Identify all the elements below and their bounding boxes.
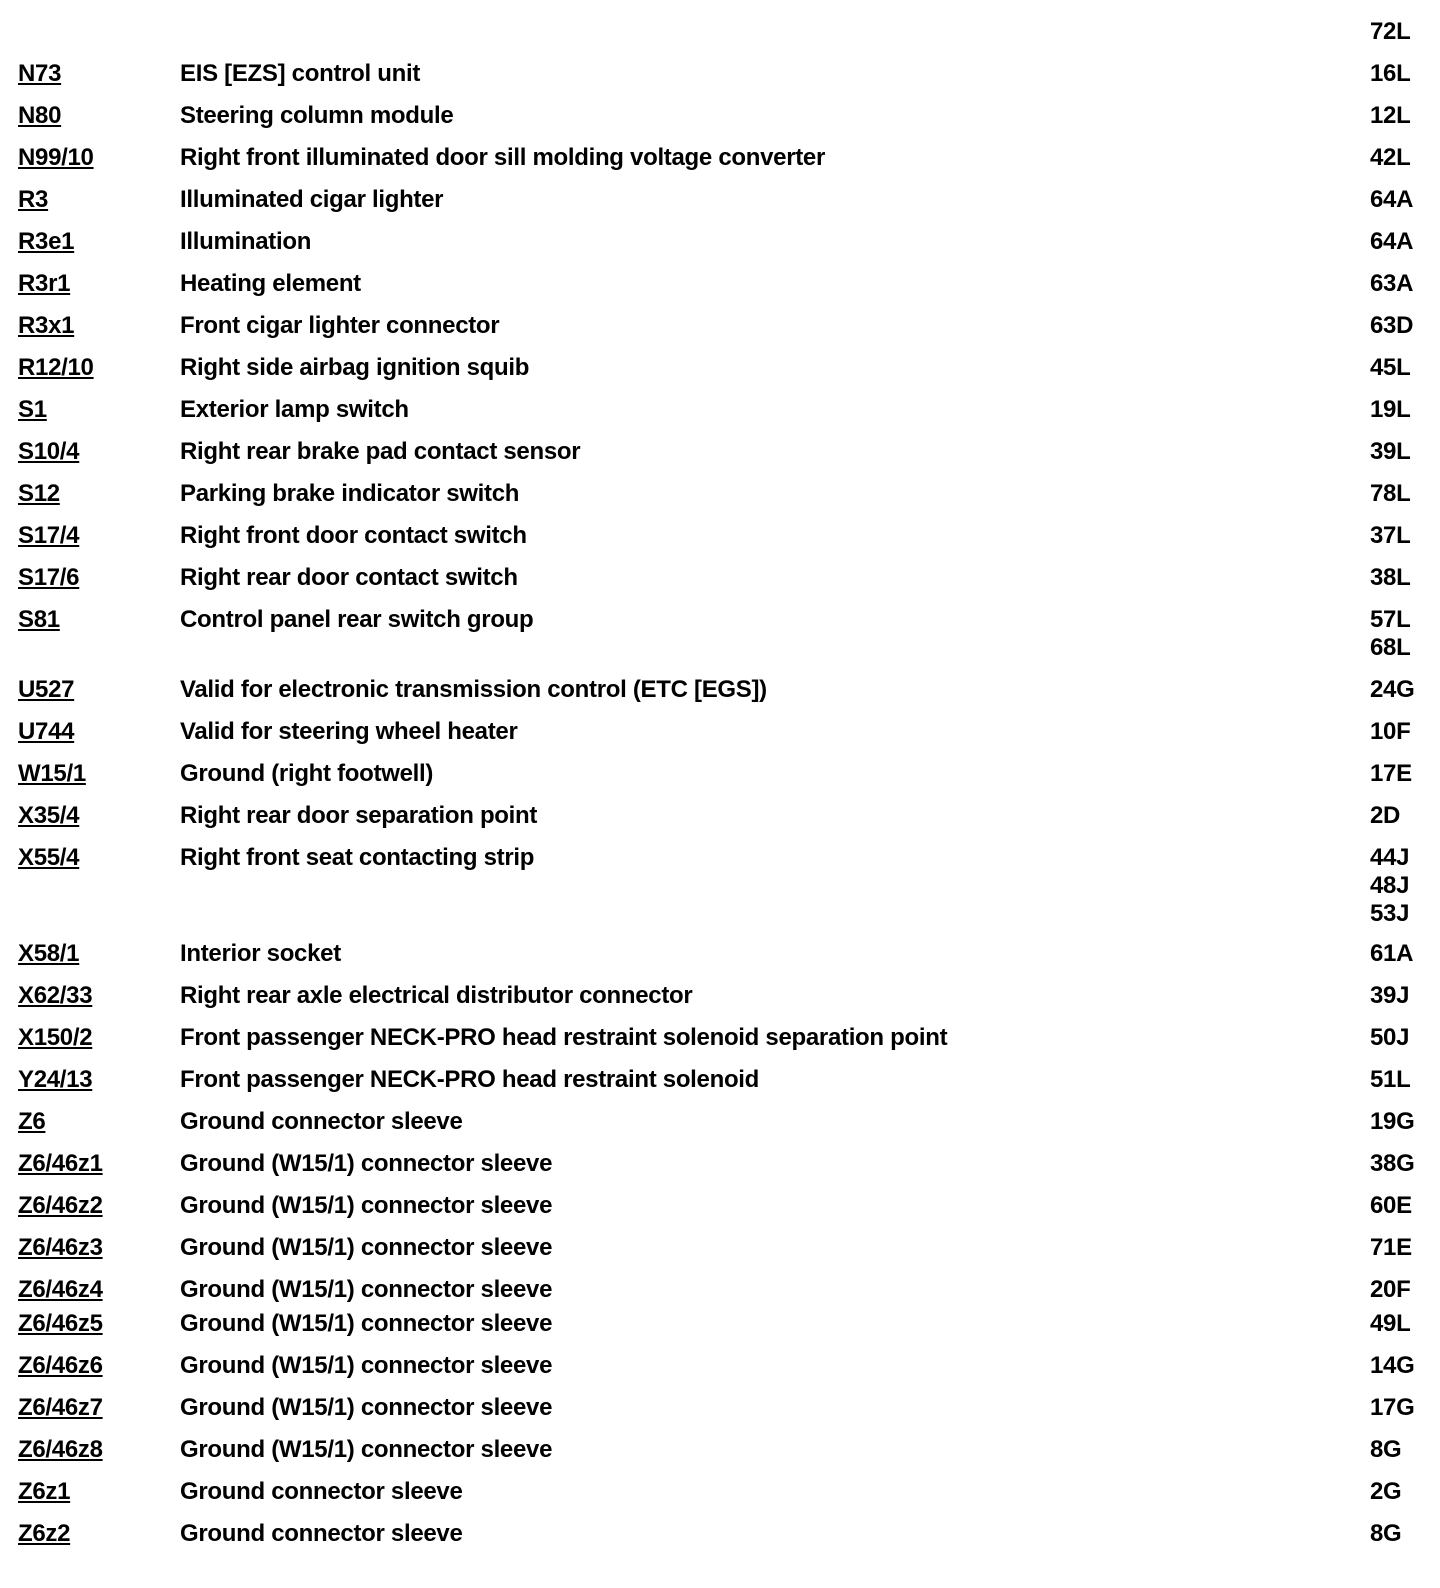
- component-code-link[interactable]: U744: [18, 718, 75, 745]
- grid-reference: 10F: [1370, 718, 1411, 745]
- component-code-link[interactable]: Z6/46z5: [18, 1310, 103, 1337]
- grid-reference: 16L: [1370, 60, 1411, 87]
- grid-reference: 78L: [1370, 480, 1411, 507]
- component-code-link[interactable]: Z6/46z2: [18, 1192, 103, 1219]
- grid-reference-list: [1370, 940, 1413, 968]
- component-description: Front cigar lighter connector: [180, 312, 500, 339]
- grid-reference-list: [1370, 1234, 1412, 1262]
- grid-reference-list: [1370, 186, 1413, 214]
- component-description: Right rear door contact switch: [180, 564, 518, 591]
- component-description: Right front seat contacting strip: [180, 844, 535, 871]
- grid-reference-list: [1370, 844, 1409, 928]
- grid-reference: 49L: [1370, 1310, 1411, 1337]
- grid-reference-list: [1370, 480, 1410, 508]
- component-description: Heating element: [180, 270, 361, 297]
- grid-reference-list: [1370, 982, 1409, 1010]
- grid-reference-list: [1370, 144, 1410, 172]
- grid-reference: 64A: [1370, 228, 1414, 255]
- grid-reference-list: [1370, 1520, 1401, 1548]
- grid-reference: 37L: [1370, 522, 1411, 549]
- component-description: Illumination: [180, 228, 312, 255]
- component-description: Ground (W15/1) connector sleeve: [180, 1352, 553, 1379]
- grid-reference: 51L: [1370, 1066, 1411, 1093]
- component-code-link[interactable]: R3x1: [18, 312, 75, 339]
- grid-reference: 68L: [1370, 634, 1411, 661]
- component-code-link[interactable]: X55/4: [18, 844, 80, 871]
- grid-reference-list: [1370, 1310, 1410, 1338]
- grid-reference: 17G: [1370, 1394, 1415, 1421]
- component-description: Valid for electronic transmission control (ETC [EGS]): [180, 676, 767, 703]
- component-description: Parking brake indicator switch: [180, 480, 520, 507]
- grid-reference: 8G: [1370, 1436, 1402, 1463]
- component-code-link[interactable]: U527: [18, 676, 75, 703]
- grid-reference: 2G: [1370, 1478, 1402, 1505]
- component-description: Ground (W15/1) connector sleeve: [180, 1310, 553, 1337]
- grid-reference-list: [1370, 1478, 1401, 1506]
- grid-reference-list: [1370, 18, 1410, 46]
- component-description: Ground (right footwell): [180, 760, 434, 787]
- component-code-link[interactable]: R3e1: [18, 228, 75, 255]
- grid-reference-list: [1370, 60, 1410, 88]
- grid-reference: 14G: [1370, 1352, 1415, 1379]
- component-description: Right front door contact switch: [180, 522, 527, 549]
- component-code-link[interactable]: X62/33: [18, 982, 93, 1009]
- grid-reference-list: [1370, 354, 1410, 382]
- component-description: Ground connector sleeve: [180, 1478, 463, 1505]
- component-code-link[interactable]: S10/4: [18, 438, 80, 465]
- grid-reference-list: [1370, 1436, 1401, 1464]
- grid-reference: 48J: [1370, 872, 1410, 899]
- grid-reference: 57L: [1370, 606, 1411, 633]
- component-code-link[interactable]: Z6/46z1: [18, 1150, 103, 1177]
- grid-reference-list: [1370, 564, 1410, 592]
- grid-reference: 17E: [1370, 760, 1412, 787]
- grid-reference-list: [1370, 1024, 1409, 1052]
- grid-reference: 61A: [1370, 940, 1414, 967]
- component-code-link[interactable]: R3r1: [18, 270, 71, 297]
- grid-reference: 63D: [1370, 312, 1414, 339]
- grid-reference: 19G: [1370, 1108, 1415, 1135]
- component-code-link[interactable]: X150/2: [18, 1024, 93, 1051]
- grid-reference-list: [1370, 102, 1410, 130]
- grid-reference: 38L: [1370, 564, 1411, 591]
- component-description: Steering column module: [180, 102, 454, 129]
- grid-reference: 53J: [1370, 900, 1410, 927]
- component-description: Right rear door separation point: [180, 802, 538, 829]
- component-description: Right rear axle electrical distributor connector: [180, 982, 693, 1009]
- component-description: Right front illuminated door sill molding voltage converter: [180, 144, 826, 171]
- component-code-link[interactable]: S81: [18, 606, 60, 633]
- component-code-link[interactable]: Z6/46z8: [18, 1436, 103, 1463]
- component-code-link[interactable]: Z6/46z6: [18, 1352, 103, 1379]
- component-code-link[interactable]: R3: [18, 186, 49, 213]
- component-description: Right rear brake pad contact sensor: [180, 438, 581, 465]
- grid-reference-list: [1370, 802, 1400, 830]
- grid-reference-list: [1370, 1394, 1414, 1422]
- grid-reference-list: [1370, 438, 1410, 466]
- component-code-link[interactable]: Z6z2: [18, 1520, 71, 1547]
- grid-reference: 63A: [1370, 270, 1414, 297]
- grid-reference-list: [1370, 760, 1412, 788]
- component-code-link[interactable]: S17/4: [18, 522, 80, 549]
- component-description: Illuminated cigar lighter: [180, 186, 444, 213]
- grid-reference: 39L: [1370, 438, 1411, 465]
- grid-reference-list: [1370, 676, 1414, 704]
- component-description: Front passenger NECK-PRO head restraint solenoid separation point: [180, 1024, 948, 1051]
- grid-reference: 38G: [1370, 1150, 1415, 1177]
- component-code-link[interactable]: Z6/46z3: [18, 1234, 103, 1261]
- grid-reference: 64A: [1370, 186, 1414, 213]
- component-code-link[interactable]: N99/10: [18, 144, 94, 171]
- component-code-link[interactable]: Z6/46z7: [18, 1394, 103, 1421]
- component-description: Exterior lamp switch: [180, 396, 409, 423]
- component-description: Ground (W15/1) connector sleeve: [180, 1276, 553, 1303]
- component-description: Ground (W15/1) connector sleeve: [180, 1436, 553, 1463]
- component-description: Control panel rear switch group: [180, 606, 534, 633]
- component-description: Valid for steering wheel heater: [180, 718, 518, 745]
- grid-reference-list: [1370, 1108, 1414, 1136]
- grid-reference: 72L: [1370, 18, 1411, 45]
- grid-reference-list: [1370, 1352, 1414, 1380]
- component-code-link[interactable]: X35/4: [18, 802, 80, 829]
- grid-reference-list: [1370, 606, 1410, 662]
- component-code-link[interactable]: S1: [18, 396, 47, 423]
- grid-reference-list: [1370, 396, 1410, 424]
- component-description: Front passenger NECK-PRO head restraint solenoid: [180, 1066, 760, 1093]
- component-description: Ground (W15/1) connector sleeve: [180, 1394, 553, 1421]
- grid-reference: 45L: [1370, 354, 1411, 381]
- grid-reference: 50J: [1370, 1024, 1410, 1051]
- grid-reference: 42L: [1370, 144, 1411, 171]
- component-description: Ground connector sleeve: [180, 1520, 463, 1547]
- grid-reference: 44J: [1370, 844, 1410, 871]
- component-description: Ground (W15/1) connector sleeve: [180, 1234, 553, 1261]
- component-description: Right side airbag ignition squib: [180, 354, 530, 381]
- component-code-link[interactable]: Z6/46z4: [18, 1276, 103, 1303]
- grid-reference: 24G: [1370, 676, 1415, 703]
- grid-reference-list: [1370, 228, 1413, 256]
- grid-reference-list: [1370, 312, 1413, 340]
- component-code-link[interactable]: N73: [18, 60, 62, 87]
- grid-reference: 8G: [1370, 1520, 1402, 1547]
- component-description: Ground (W15/1) connector sleeve: [180, 1150, 553, 1177]
- component-code-link[interactable]: X58/1: [18, 940, 80, 967]
- grid-reference-list: [1370, 1276, 1410, 1304]
- grid-reference: 20F: [1370, 1276, 1411, 1303]
- component-description: Ground (W15/1) connector sleeve: [180, 1192, 553, 1219]
- grid-reference-list: [1370, 270, 1413, 298]
- component-code-link[interactable]: Z6: [18, 1108, 46, 1135]
- component-code-link[interactable]: R12/10: [18, 354, 94, 381]
- grid-reference: 2D: [1370, 802, 1401, 829]
- grid-reference: 60E: [1370, 1192, 1412, 1219]
- component-description: Interior socket: [180, 940, 341, 967]
- component-code-link[interactable]: Z6z1: [18, 1478, 71, 1505]
- component-code-link[interactable]: N80: [18, 102, 62, 129]
- component-code-link[interactable]: S12: [18, 480, 60, 507]
- grid-reference-list: [1370, 1066, 1410, 1094]
- grid-reference: 19L: [1370, 396, 1411, 423]
- grid-reference-list: [1370, 1192, 1412, 1220]
- component-code-link[interactable]: W15/1: [18, 760, 86, 787]
- component-code-link[interactable]: S17/6: [18, 564, 80, 591]
- grid-reference-list: [1370, 718, 1410, 746]
- grid-reference: 39J: [1370, 982, 1410, 1009]
- component-description: EIS [EZS] control unit: [180, 60, 421, 87]
- grid-reference: 71E: [1370, 1234, 1412, 1261]
- grid-reference: 12L: [1370, 102, 1411, 129]
- grid-reference-list: [1370, 1150, 1414, 1178]
- component-code-link[interactable]: Y24/13: [18, 1066, 93, 1093]
- grid-reference-list: [1370, 522, 1410, 550]
- component-description: Ground connector sleeve: [180, 1108, 463, 1135]
